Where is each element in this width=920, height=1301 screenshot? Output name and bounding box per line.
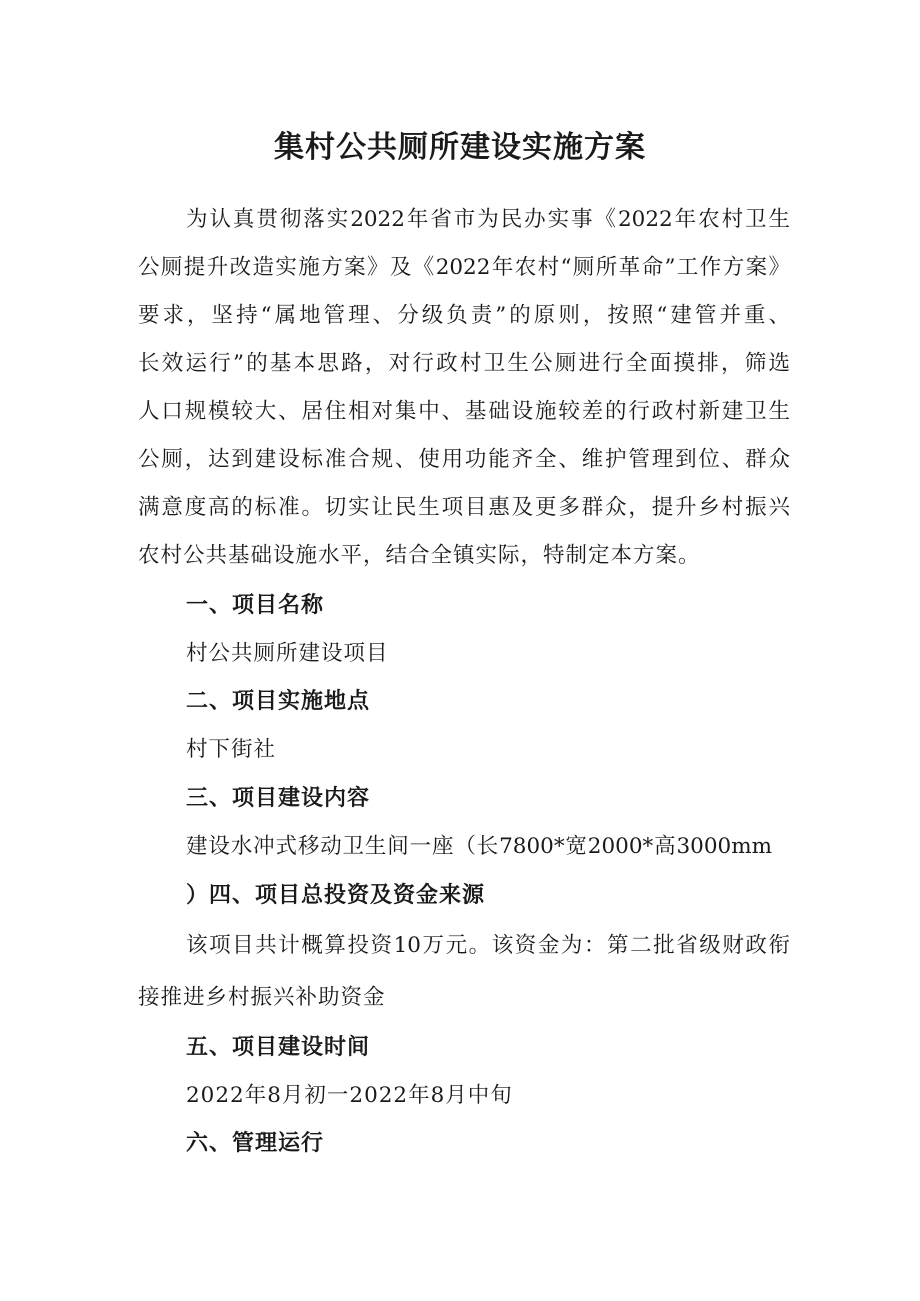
intro-line-8: 农村公共基础设施水平，结合全镇实际，特制定本方案。	[138, 543, 701, 568]
section-3-body: 建设水冲式移动卫生间一座（长7800*宽2000*高3000mm	[186, 834, 772, 859]
section-4-heading: ）四、项目总投资及资金来源	[186, 883, 486, 908]
intro-line-2: 公厕提升改造实施方案》及《2022年农村“厕所革命”工作方案》	[138, 255, 790, 280]
intro-line-6: 公厕，达到建设标准合规、使用功能齐全、维护管理到位、群众	[138, 447, 790, 472]
section-2-heading: 二、项目实施地点	[186, 689, 371, 714]
document-title: 集村公共厕所建设实施方案	[274, 130, 646, 165]
section-3-heading: 三、项目建设内容	[186, 786, 371, 811]
intro-line-5: 人口规模较大、居住相对集中、基础设施较差的行政村新建卫生	[138, 399, 790, 424]
section-5-body: 2022年8月初一2022年8月中旬	[186, 1083, 513, 1108]
section-4-body-line-1: 该项目共计概算投资10万元。该资金为：第二批省级财政衔	[186, 933, 790, 958]
intro-line-3: 要求，坚持“属地管理、分级负责”的原则，按照“建管并重、	[138, 303, 790, 328]
section-4-body-line-2: 接推进乡村振兴补助资金	[138, 985, 386, 1010]
section-6-heading: 六、管理运行	[186, 1131, 325, 1156]
section-1-heading: 一、项目名称	[186, 593, 325, 618]
intro-line-1: 为认真贯彻落实2022年省市为民办实事《2022年农村卫生	[186, 207, 790, 232]
intro-line-7: 满意度高的标准。切实让民生项目惠及更多群众，提升乡村振兴	[138, 495, 790, 520]
section-2-body: 村下街社	[186, 737, 277, 762]
intro-line-4: 长效运行”的基本思路，对行政村卫生公厕进行全面摸排，筛选	[138, 351, 790, 376]
section-5-heading: 五、项目建设时间	[186, 1035, 371, 1060]
section-1-body: 村公共厕所建设项目	[186, 641, 389, 666]
